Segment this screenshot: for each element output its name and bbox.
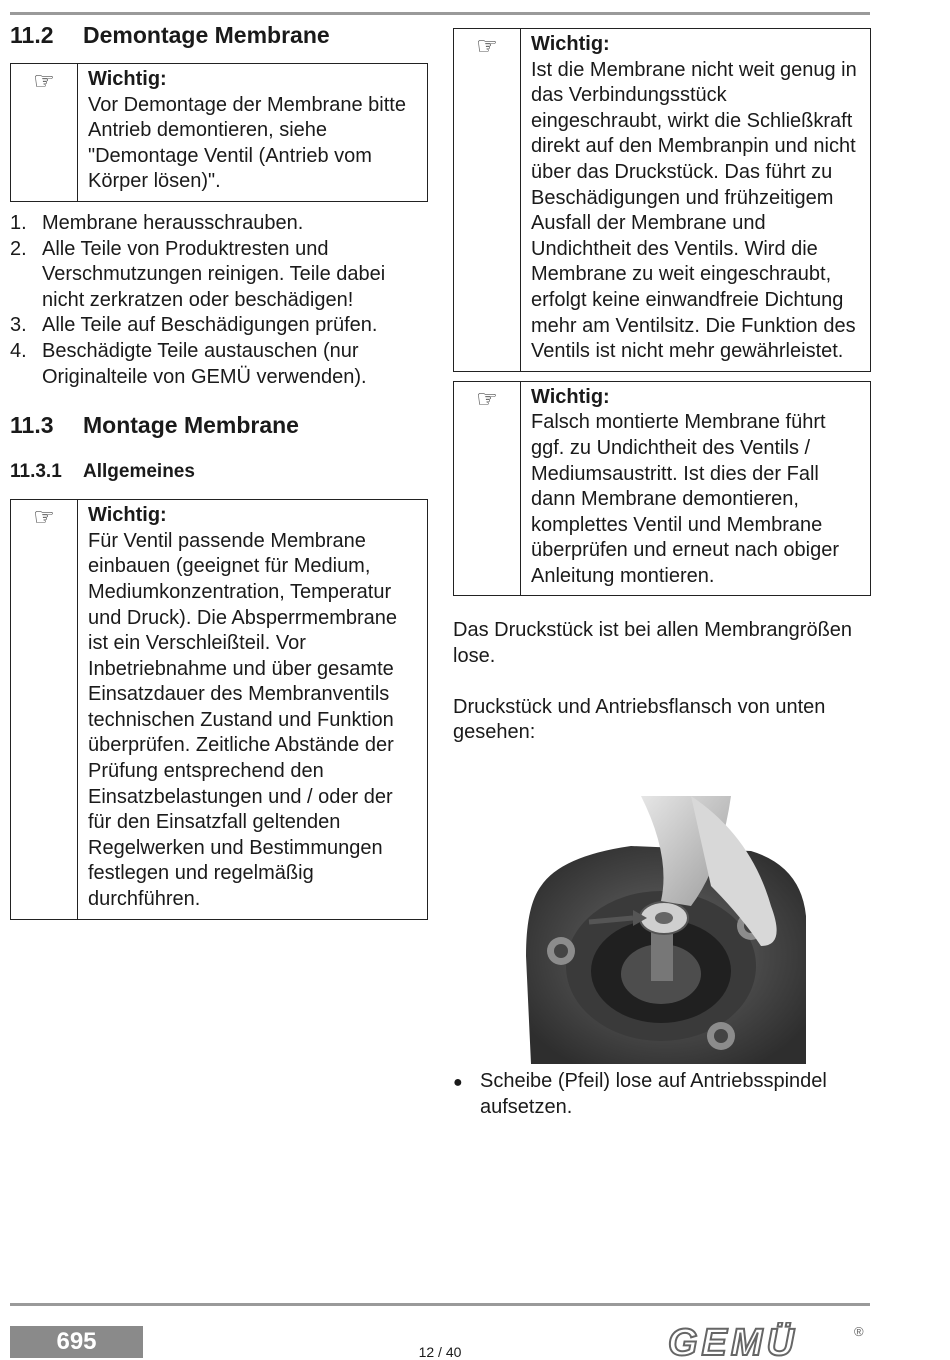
note-body: Ist die Membrane nicht weit genug in das Verbindungsstück eingeschraubt, wirkt die Schließkraft direkt auf den Membranpin und nicht über das Druckstück. Das führt zu Beschädigungen und frühzeitigem Ausfall der Membrane und Undichtheit des Ventils. Wird die Membrane zu weit eingeschraubt, erfolgt keine einwandfreie Dichtung mehr am Ventilsitz. Die Funktion des Ventils ist nicht mehr gewährleistet.	[531, 58, 857, 363]
steps-list	[10, 211, 428, 390]
note-body: Vor Demontage der Membrane bitte Antrieb demontieren, siehe "Demontage Ventil (Antrieb vom Körper lösen)".	[88, 93, 406, 193]
svg-text:®: ®	[854, 1324, 864, 1339]
right-column	[453, 28, 871, 746]
page-number: 12 / 40	[418, 1344, 462, 1360]
important-note-box	[10, 499, 428, 920]
paragraph: Druckstück und Antriebsflansch von unten gesehen:	[453, 695, 826, 744]
pressure-piece-photo	[521, 796, 811, 1064]
section-heading-11-3	[10, 412, 428, 439]
bullet-text: Scheibe (Pfeil) lose auf Antriebsspindel aufsetzen.	[480, 1070, 827, 1118]
note-body: Falsch montierte Membrane führt ggf. zu Undichtheit des Ventils / Mediumsaustritt. Ist dies der Fall dann Membrane demontieren, komplettes Ventil und Membrane überprüfen und erneut nach obiger Anleitung montieren.	[531, 411, 840, 587]
footer-rule	[10, 1303, 870, 1306]
note-title: Wichtig:	[88, 504, 167, 527]
top-rule	[10, 12, 870, 15]
note-title: Wichtig:	[531, 385, 610, 408]
note-title: Wichtig:	[88, 68, 167, 90]
list-item	[453, 1069, 871, 1120]
section-title: Montage Membrane	[83, 412, 299, 439]
important-note-box	[453, 381, 871, 597]
pointing-hand-icon: ☞	[11, 64, 78, 201]
section-title: Allgemeines	[83, 461, 195, 483]
document-number-badge: 695	[10, 1326, 143, 1358]
bullet-dot-icon: ●	[453, 1074, 463, 1091]
gemu-logo	[668, 1322, 868, 1360]
pointing-hand-icon: ☞	[454, 382, 521, 596]
note-title: Wichtig:	[531, 33, 610, 55]
subsection-heading-11-3-1	[10, 461, 428, 483]
paragraph: Das Druckstück ist bei allen Membrangrößen lose.	[453, 619, 853, 668]
section-number: 11.2	[10, 22, 54, 48]
left-column	[10, 22, 428, 920]
pointing-hand-icon: ☞	[454, 29, 521, 371]
section-number: 11.3.1	[10, 461, 62, 483]
section-number: 11.3	[10, 412, 54, 439]
pointing-hand-icon: ☞	[11, 500, 78, 919]
list-item: 4. Beschädigte Teile austauschen (nur Originalteile von GEMÜ verwenden).	[10, 339, 367, 388]
list-item: 1. Membrane herausschrauben.	[10, 211, 304, 234]
important-note-box	[453, 28, 871, 372]
important-note-box	[10, 63, 428, 202]
bullet-block	[453, 1069, 871, 1120]
note-body: Für Ventil passende Membrane einbauen (geeignet für Medium, Mediumkonzentration, Temperatur und Druck). Die Absperrmembrane ist ein Verschleißteil. Vor Inbetriebnahme und über gesamte Einsatzdauer des Membranventils technischen Zustand und Funktion überprüfen. Zeitliche Abstände der Prüfung entsprechend den Einsatzbelastungen und / oder der für den Einsatzfall geltenden Regelwerken und Bestimmungen festlegen und regelmäßig durchführen.	[88, 529, 398, 911]
svg-text:GEMÜ: GEMÜ	[668, 1322, 798, 1360]
section-heading-11-2	[10, 22, 428, 49]
section-title: Demontage Membrane	[83, 22, 330, 48]
list-item: 3. Alle Teile auf Beschädigungen prüfen.	[10, 314, 378, 337]
list-item: 2. Alle Teile von Produktresten und Verschmutzungen reinigen. Teile dabei nicht zerkratzen oder beschädigen!	[10, 237, 386, 311]
